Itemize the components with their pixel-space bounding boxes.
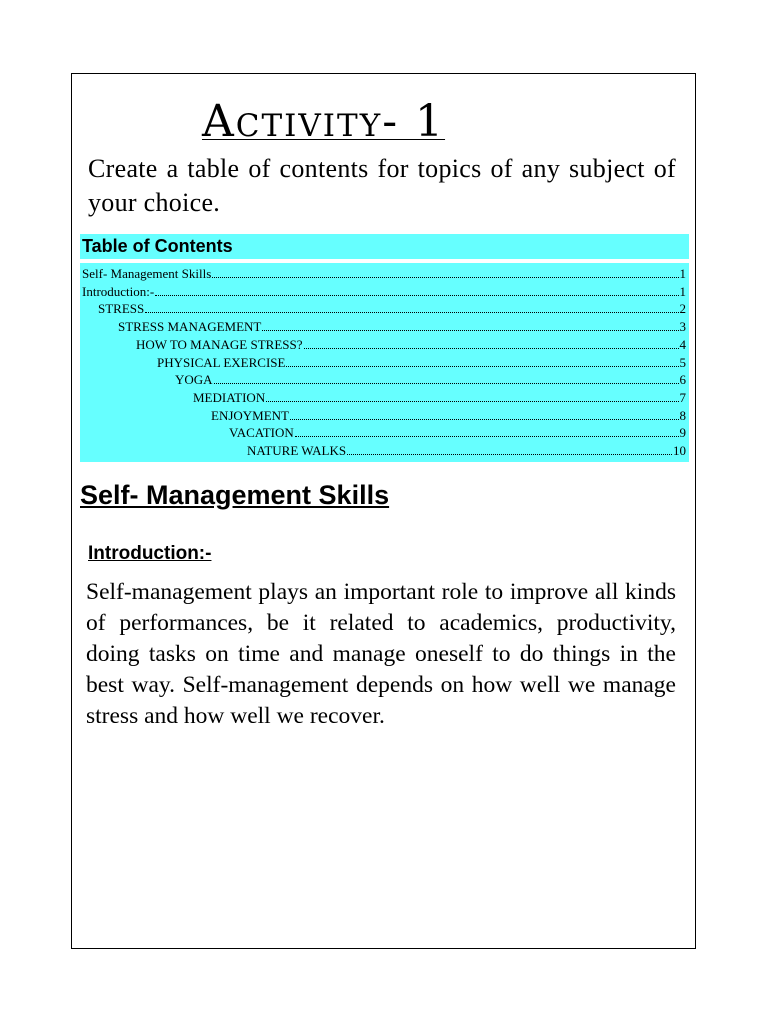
- toc-entry-page: 3: [679, 319, 686, 335]
- toc-entry-label: Introduction:-: [82, 283, 155, 299]
- toc-leader-dots: [295, 436, 679, 437]
- introduction-body: Self-management plays an important role to improve all kinds of performances, be it related to academics, productivity, doing tasks on time and manage oneself to do things in the best way. Self-management depends on how well we manage stress and how well we recover.: [86, 579, 676, 729]
- toc-entry-label: STRESS MANAGEMENT: [118, 319, 262, 335]
- introduction-heading: Introduction:-: [88, 543, 212, 564]
- toc-entry[interactable]: [80, 353, 686, 371]
- document-page: [71, 73, 696, 949]
- toc-entry-label: Self- Management Skills: [82, 266, 212, 281]
- toc-entry[interactable]: [80, 317, 686, 335]
- toc-leader-dots: [304, 348, 679, 349]
- toc-entry-label: MEDIATION: [193, 389, 266, 405]
- toc-entry-label: YOGA: [175, 372, 213, 388]
- section-heading: Self- Management Skills: [80, 480, 390, 510]
- toc-leader-dots: [347, 454, 672, 455]
- toc-leader-dots: [286, 366, 678, 367]
- toc-entry[interactable]: [80, 423, 686, 441]
- activity-title: Activity- 1: [202, 96, 446, 147]
- toc-entry-page: 2: [679, 301, 686, 317]
- toc-entry-page: 1: [679, 283, 686, 299]
- toc-entry-label: NATURE WALKS: [247, 443, 347, 458]
- toc-leader-dots: [290, 419, 679, 420]
- toc-entry[interactable]: [80, 388, 686, 406]
- toc-entry-label: VACATION: [229, 425, 294, 441]
- toc-entry-page: 8: [679, 407, 686, 423]
- toc-leader-dots: [266, 401, 678, 402]
- toc-entry[interactable]: [80, 264, 686, 282]
- toc-entry-page: 10: [673, 443, 686, 458]
- toc-entry-label: HOW TO MANAGE STRESS?: [136, 336, 303, 352]
- toc-entry-page: 5: [679, 354, 686, 370]
- toc-leader-dots: [212, 277, 678, 278]
- activity-prompt: Create a table of contents for topics of any subject of your choice.: [88, 154, 676, 217]
- toc-entry-label: PHYSICAL EXERCISE: [157, 354, 286, 370]
- toc-leader-dots: [262, 330, 678, 331]
- toc-entry-page: 7: [679, 389, 686, 405]
- toc-entry[interactable]: [80, 370, 686, 388]
- toc-leader-dots: [145, 312, 678, 313]
- toc-title: Table of Contents: [82, 236, 233, 256]
- toc-entry-page: 1: [679, 266, 686, 281]
- toc-entry-page: 4: [679, 336, 686, 352]
- toc-leader-dots: [155, 295, 678, 296]
- toc-entry-page: 6: [679, 372, 686, 388]
- toc-list: [80, 263, 689, 462]
- toc-header: [80, 234, 689, 259]
- toc-leader-dots: [214, 383, 679, 384]
- toc-entry[interactable]: [80, 441, 686, 459]
- toc-entry[interactable]: [80, 282, 686, 300]
- toc-entry-label: STRESS: [98, 301, 145, 317]
- toc-entry[interactable]: [80, 406, 686, 424]
- toc-entry[interactable]: [80, 299, 686, 317]
- toc-entry-page: 9: [679, 425, 686, 441]
- toc-entry[interactable]: [80, 335, 686, 353]
- toc-entry-label: ENJOYMENT: [211, 407, 289, 423]
